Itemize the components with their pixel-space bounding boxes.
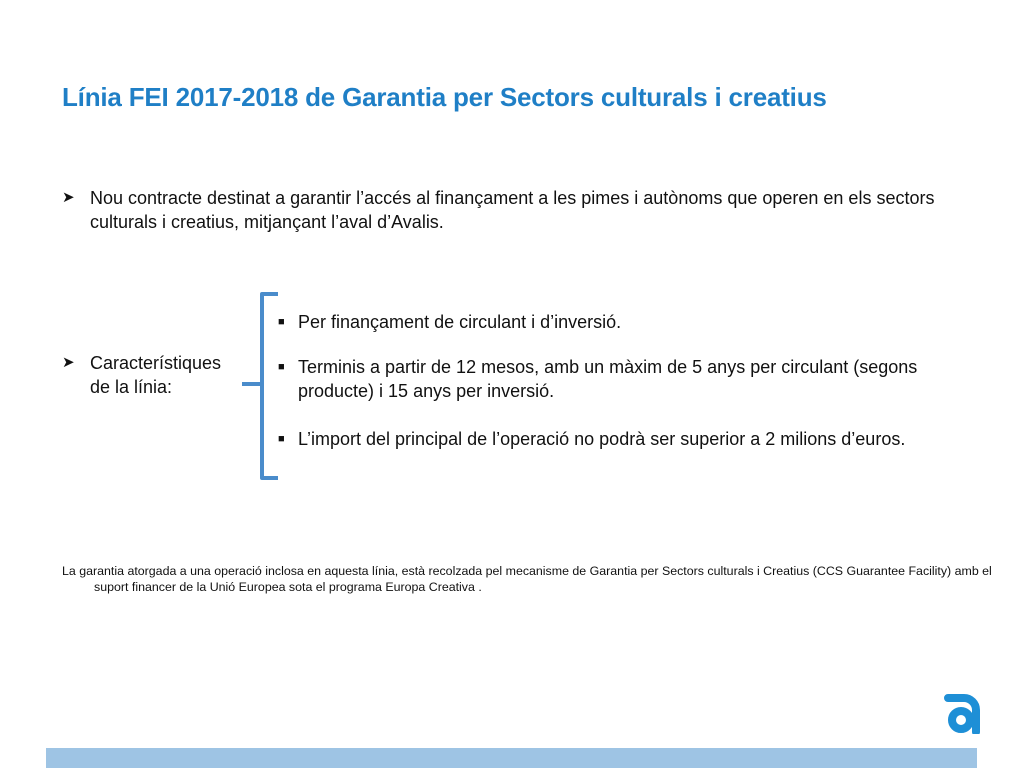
list-item [276, 310, 936, 334]
square-bullet-icon: ■ [278, 316, 285, 328]
square-bullet-icon: ■ [278, 361, 285, 373]
arrow-bullet-icon: ➤ [62, 189, 75, 206]
arrow-bullet-icon: ➤ [62, 354, 75, 371]
bullet-characteristics-text: Característiques de la línia: [90, 353, 222, 397]
characteristic-3: L’import del principal de l’operació no podrà ser superior a 2 milions d’euros. [298, 429, 906, 449]
list-item [276, 424, 936, 454]
bullet-contract-text: Nou contracte destinat a garantir l’accés al finançament a les pimes i autònoms que operen en els sectors culturals i creatius, mitjançant l’aval d’Avalis. [90, 188, 935, 232]
list-item [276, 355, 936, 403]
square-bullet-icon: ■ [278, 433, 285, 445]
slide-title: Línia FEI 2017-2018 de Garantia per Sectors culturals i creatius [62, 82, 827, 112]
footnote: La garantia atorgada a una operació inclosa en aquesta línia, està recolzada pel mecanisme de Garantia per Sectors culturals i Creatius (CCS Guarantee Facility) amb el suport financer de la Unió Europea sota el programa Europa Creativa . [62, 564, 992, 594]
bullet-characteristics [62, 351, 242, 399]
footer-bar [46, 748, 977, 768]
characteristic-2: Terminis a partir de 12 mesos, amb un màxim de 5 anys per circulant (segons producte) i 15 anys per inversió. [298, 357, 918, 401]
characteristics-list [276, 310, 936, 454]
bullet-contract [62, 186, 972, 234]
left-bracket-icon [240, 290, 280, 482]
avalis-logo-icon [942, 690, 982, 734]
characteristic-1: Per finançament de circulant i d’inversió. [298, 312, 622, 332]
